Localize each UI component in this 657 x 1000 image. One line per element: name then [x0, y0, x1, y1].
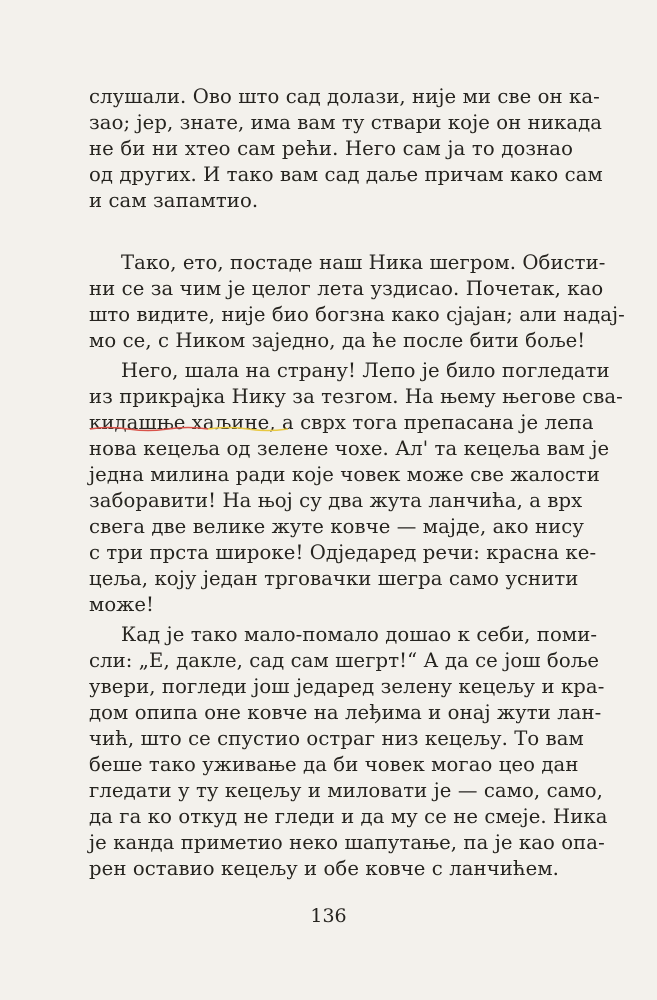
text-line: заборавити! На њој су два жута ланчића, а врх: [89, 489, 583, 512]
text-line: Кад је тако мало-помало дошао к себи, поми-: [121, 623, 598, 646]
text-line: може!: [89, 593, 155, 616]
text-line: из прикрајка Нику за тезгом. На њему његове сва-: [89, 385, 623, 408]
text-line: Него, шала на страну! Лепо је било погледати: [121, 359, 610, 382]
text-line: нова кецеља од зелене чохе. Ал' та кецеља вам је: [89, 437, 610, 460]
text-line: ни се за чим је целог лета уздисао. Почетак, као: [89, 277, 604, 300]
text-line: сли: „Е, дакле, сад сам шегрт!“ А да се још боље: [89, 649, 600, 672]
text-line: кидашње хаљине, а сврх тога препасана је лепа: [89, 411, 594, 434]
yellow-underline-stroke: [208, 428, 288, 431]
text-line: гледати у ту кецељу и миловати је — само, само,: [89, 779, 604, 802]
text-line: је канда приметио неко шапутање, па је као опа-: [89, 831, 605, 854]
text-line: свега две велике жуте ковче — мајде, ако нису: [89, 515, 584, 538]
text-line: једна милина ради које човек може све жалости: [89, 463, 600, 486]
text-line: чић, што се спустио остраг низ кецељу. То вам: [89, 727, 584, 750]
text-line: рен оставио кецељу и обе ковче с ланчићем.: [89, 857, 559, 880]
text-line: и сам запамтио.: [89, 189, 259, 212]
pencil-underline: [88, 426, 298, 432]
red-underline-stroke: [90, 428, 208, 431]
text-line: слушали. Ово што сад долази, није ми све он ка-: [89, 85, 600, 108]
text-line: Тако, ето, постаде наш Ника шегром. Обисти-: [121, 251, 606, 274]
text-line: беше тако уживање да би човек могао цео дан: [89, 753, 579, 776]
text-line: цеља, коју један трговачки шегра само уснити: [89, 567, 579, 590]
text-line: не би ни хтео сам рећи. Него сам ја то дознао: [89, 137, 573, 160]
text-line: што видите, није био богзна како сјајан; али надај-: [89, 303, 625, 326]
text-line: увери, погледи још једаред зелену кецељу и кра-: [89, 675, 605, 698]
page-number: 136: [310, 905, 347, 927]
text-line: да га ко откуд не гледи и да му се не смеје. Ника: [89, 805, 608, 828]
text-line: дом опипа оне ковче на леђима и онај жути лан-: [89, 701, 602, 724]
text-line: зао; јер, знате, има вам ту ствари које он никада: [89, 111, 603, 134]
text-line: с три прста широке! Одједаред речи: красна ке-: [89, 541, 597, 564]
text-line: од других. И тако вам сад даље причам како сам: [89, 163, 603, 186]
text-line: мо се, с Ником заједно, да ће после бити боље!: [89, 329, 586, 352]
